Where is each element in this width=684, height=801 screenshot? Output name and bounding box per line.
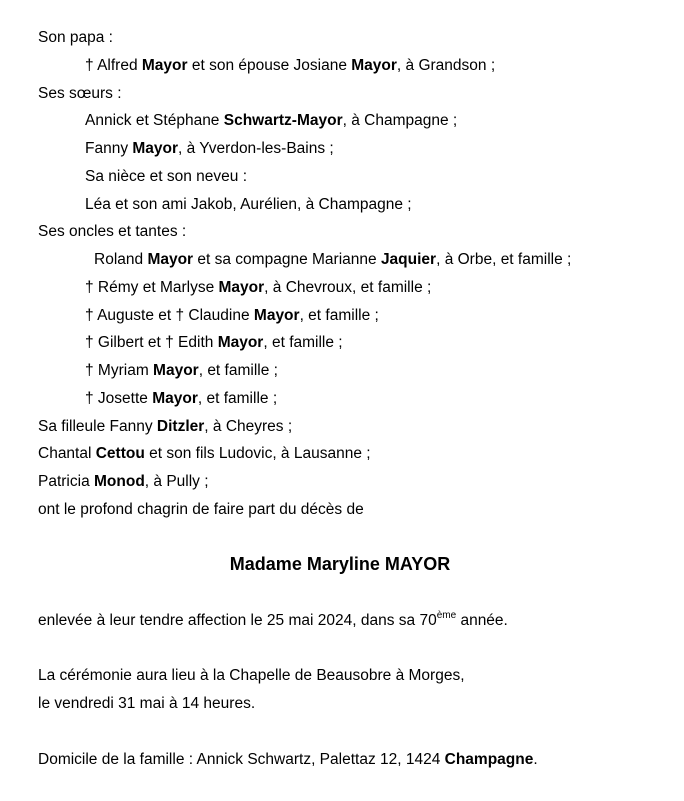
text-line bbox=[38, 440, 658, 468]
blank-line bbox=[38, 579, 658, 607]
text-segment: , et famille ; bbox=[263, 334, 343, 352]
text-segment: Annick et Stéphane bbox=[85, 112, 224, 130]
text-segment: Roland bbox=[94, 251, 148, 268]
blank-line bbox=[38, 524, 658, 552]
ordinal-superscript: ème bbox=[436, 609, 457, 621]
text-line bbox=[38, 135, 658, 163]
blank-line bbox=[38, 635, 658, 663]
bold-surname: Mayor bbox=[147, 251, 194, 268]
text-segment: † Alfred bbox=[85, 56, 142, 74]
bold-surname: Cettou bbox=[95, 445, 145, 463]
text-segment: année. bbox=[456, 611, 508, 629]
text-line bbox=[38, 80, 658, 108]
bold-surname: Monod bbox=[94, 473, 145, 490]
text-segment: † Josette bbox=[85, 389, 153, 407]
text-segment: † Myriam bbox=[85, 362, 154, 379]
text-line bbox=[38, 163, 658, 191]
text-segment: Domicile de la famille : Annick Schwartz, Palettaz 12, 1424 bbox=[38, 750, 445, 768]
text-line bbox=[38, 496, 658, 524]
bold-surname: Mayor bbox=[217, 334, 264, 352]
text-segment: , à Orbe, et famille ; bbox=[436, 251, 572, 268]
text-segment: Ses oncles et tantes : bbox=[38, 223, 187, 241]
text-segment: Madame Maryline MAYOR bbox=[229, 554, 451, 575]
text-line bbox=[38, 191, 658, 219]
text-segment: Fanny bbox=[85, 140, 133, 157]
bold-surname: Mayor bbox=[141, 56, 188, 74]
text-line bbox=[38, 607, 658, 635]
text-line bbox=[38, 468, 658, 496]
text-line bbox=[38, 274, 658, 302]
text-line bbox=[38, 107, 658, 135]
text-line bbox=[38, 52, 658, 80]
text-line bbox=[38, 218, 658, 246]
text-segment: , à Champagne ; bbox=[342, 112, 458, 130]
bold-surname: Mayor bbox=[253, 306, 300, 324]
bold-surname: Mayor bbox=[218, 278, 265, 296]
text-segment: , à Cheyres ; bbox=[204, 417, 293, 435]
text-line bbox=[38, 746, 658, 774]
text-line bbox=[38, 385, 658, 413]
text-line bbox=[38, 246, 658, 274]
bold-surname: Jaquier bbox=[380, 251, 437, 268]
text-line bbox=[38, 357, 658, 385]
text-segment: Léa et son ami Jakob, Aurélien, à Champagne ; bbox=[85, 195, 412, 213]
text-segment: Chantal bbox=[38, 445, 96, 463]
text-segment: Patricia bbox=[38, 473, 94, 490]
text-segment: † Rémy et Marlyse bbox=[85, 278, 219, 296]
text-line bbox=[38, 24, 658, 52]
bold-surname: Mayor bbox=[351, 56, 397, 74]
bold-surname: Mayor bbox=[152, 389, 198, 407]
text-segment: , à Pully ; bbox=[144, 473, 209, 490]
text-segment: La cérémonie aura lieu à la Chapelle de Beausobre à Morges, bbox=[38, 667, 465, 685]
bold-surname: Ditzler bbox=[156, 417, 205, 435]
bold-surname: Mayor bbox=[132, 140, 179, 157]
text-segment: le vendredi 31 mai à 14 heures. bbox=[38, 695, 256, 712]
text-segment: et son épouse Josiane bbox=[187, 56, 352, 74]
bold-surname: Schwartz-Mayor bbox=[223, 112, 343, 130]
text-segment: † Auguste et † Claudine bbox=[85, 306, 254, 324]
text-segment: † Gilbert et † Edith bbox=[85, 334, 218, 352]
text-segment: , à Yverdon-les-Bains ; bbox=[178, 140, 334, 157]
text-segment: et sa compagne Marianne bbox=[193, 251, 381, 268]
bold-surname: Champagne bbox=[444, 750, 534, 768]
text-segment: . bbox=[533, 750, 538, 768]
bold-surname: Mayor bbox=[153, 362, 199, 379]
text-segment: Sa filleule Fanny bbox=[38, 417, 157, 435]
text-line bbox=[38, 690, 658, 718]
text-segment: , à Chevroux, et famille ; bbox=[264, 278, 432, 296]
deceased-name-heading bbox=[38, 551, 642, 579]
text-line bbox=[38, 329, 658, 357]
text-segment: , et famille ; bbox=[197, 389, 278, 407]
text-line bbox=[38, 302, 658, 330]
text-segment: enlevée à leur tendre affection le 25 mai 2024, dans sa 70 bbox=[38, 611, 437, 629]
text-segment: , et famille ; bbox=[299, 306, 379, 324]
text-segment: et son fils Ludovic, à Lausanne ; bbox=[144, 445, 371, 463]
text-line bbox=[38, 413, 658, 441]
text-segment: ont le profond chagrin de faire part du décès de bbox=[38, 500, 364, 518]
text-segment: Son papa : bbox=[38, 29, 113, 46]
text-segment: Ses sœurs : bbox=[38, 84, 122, 102]
blank-line bbox=[38, 718, 658, 746]
text-segment: , à Grandson ; bbox=[396, 56, 496, 74]
text-segment: Sa nièce et son neveu : bbox=[85, 167, 248, 185]
text-segment: , et famille ; bbox=[198, 362, 278, 379]
text-line bbox=[38, 662, 658, 690]
obituary-document bbox=[38, 24, 658, 773]
